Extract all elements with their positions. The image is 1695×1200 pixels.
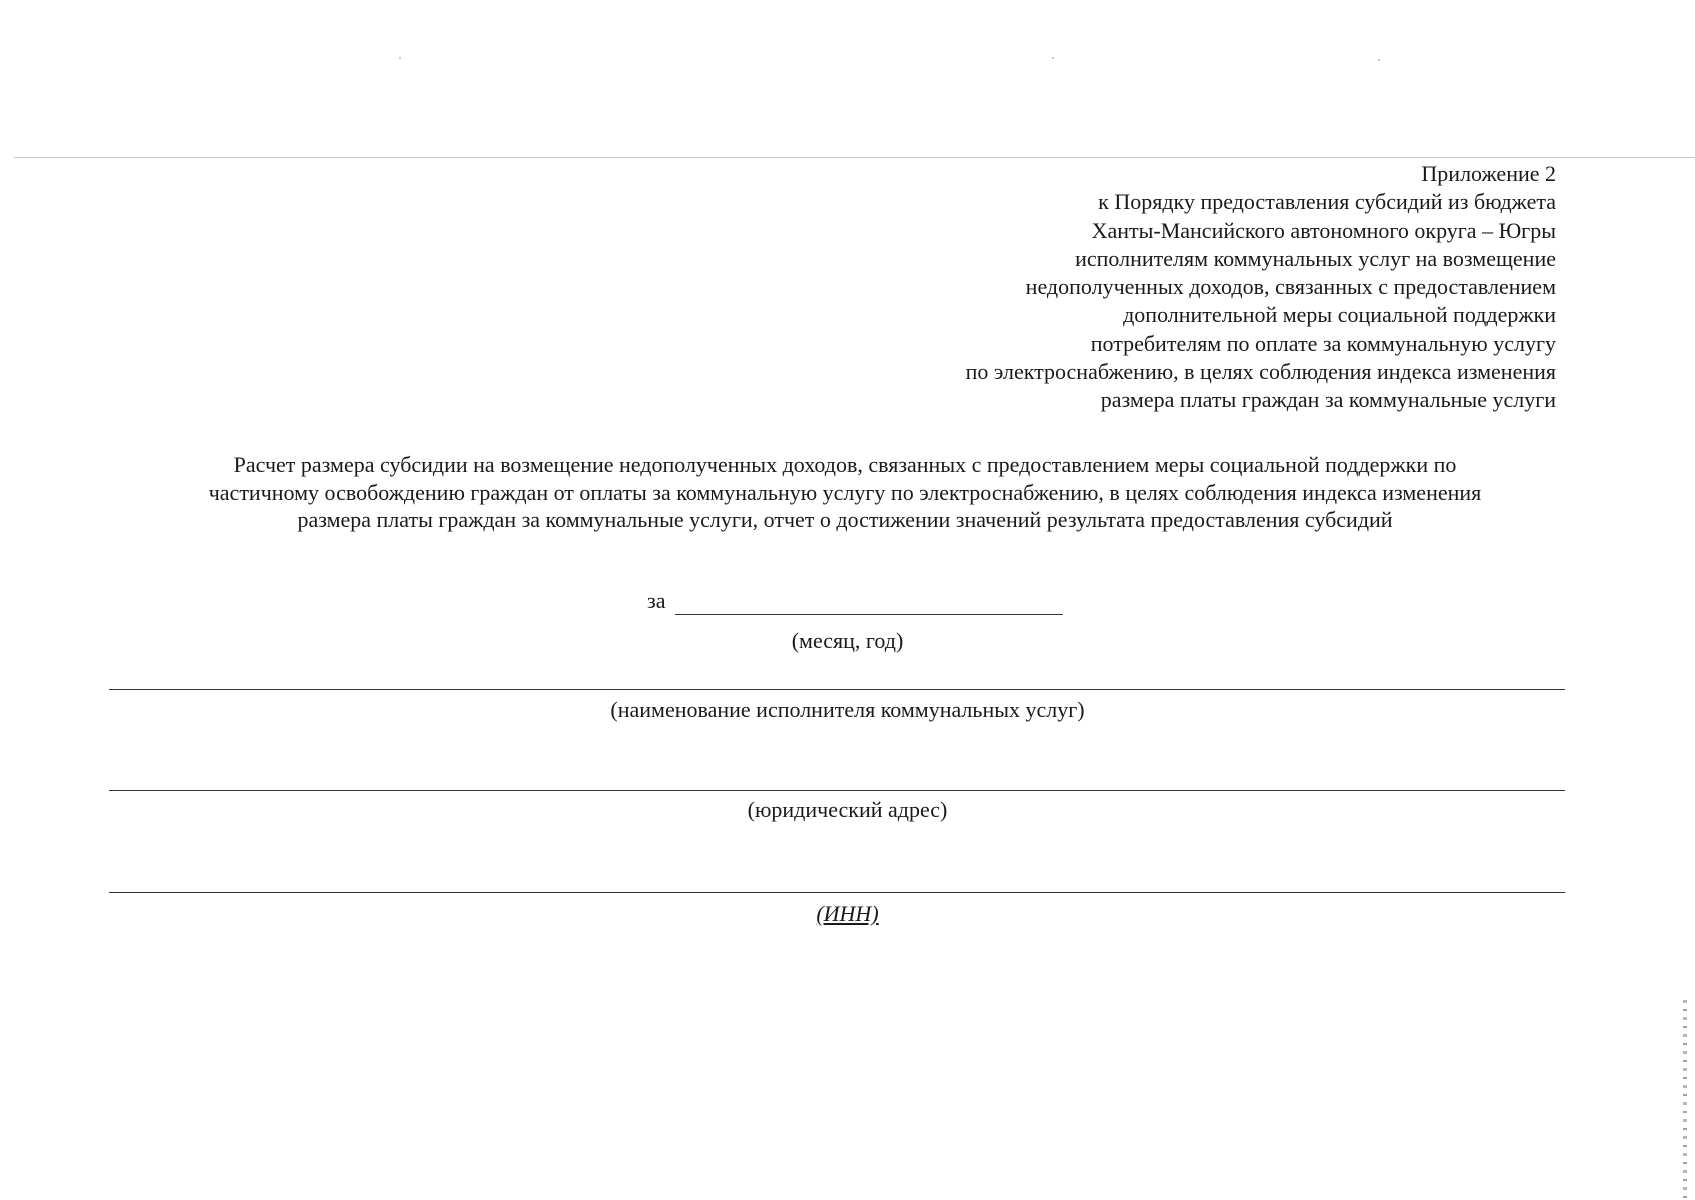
appendix-line: дополнительной меры социальной поддержки (1123, 302, 1556, 328)
appendix-line: по электроснабжению, в целях соблюдения индекса изменения (965, 359, 1556, 385)
document-title (120, 451, 1570, 534)
contractor-caption: (наименование исполнителя коммунальных услуг) (610, 697, 1085, 722)
contractor-name-line[interactable] (109, 689, 1565, 690)
appendix-line: Приложение 2 (1421, 161, 1556, 186)
scan-edge-noise (1683, 1000, 1687, 1200)
legal-address-line[interactable] (109, 790, 1565, 791)
title-line: частичному освобождению граждан от оплаты за коммунальную услугу по электроснабжению, в целях соблюдения индекса изменения (208, 479, 1482, 505)
appendix-line: Ханты-Мансийского автономного округа – Югры (1091, 217, 1556, 243)
appendix-header (796, 160, 1556, 415)
appendix-line: потребителям по оплате за коммунальную услугу (1090, 330, 1556, 356)
period-prefix: за (647, 588, 666, 613)
inn-caption-row (0, 900, 1695, 928)
inn-line[interactable] (109, 892, 1565, 893)
inn-caption: (ИНН) (816, 901, 879, 926)
title-line: Расчет размера субсидии на возмещение недополученных доходов, связанных с предоставлением меры социальной поддержки по (233, 452, 1457, 477)
period-blank-line[interactable] (675, 614, 1063, 615)
period-caption: (месяц, год) (791, 628, 904, 653)
scan-speck (1378, 59, 1380, 61)
appendix-line: недополученных доходов, связанных с предоставлением (1025, 274, 1556, 300)
scan-speck (399, 57, 401, 59)
appendix-line: к Порядку предоставления субсидий из бюджета (1098, 189, 1556, 215)
scan-top-rule (14, 157, 1695, 158)
scan-speck (1052, 57, 1054, 59)
address-caption: (юридический адрес) (747, 797, 948, 822)
appendix-line: исполнителям коммунальных услуг на возмещение (1075, 245, 1556, 271)
appendix-line: размера платы граждан за коммунальные услуги (1100, 387, 1556, 413)
title-line: размера платы граждан за коммунальные услуги, отчет о достижении значений результата предоставления субсидий (297, 507, 1393, 532)
